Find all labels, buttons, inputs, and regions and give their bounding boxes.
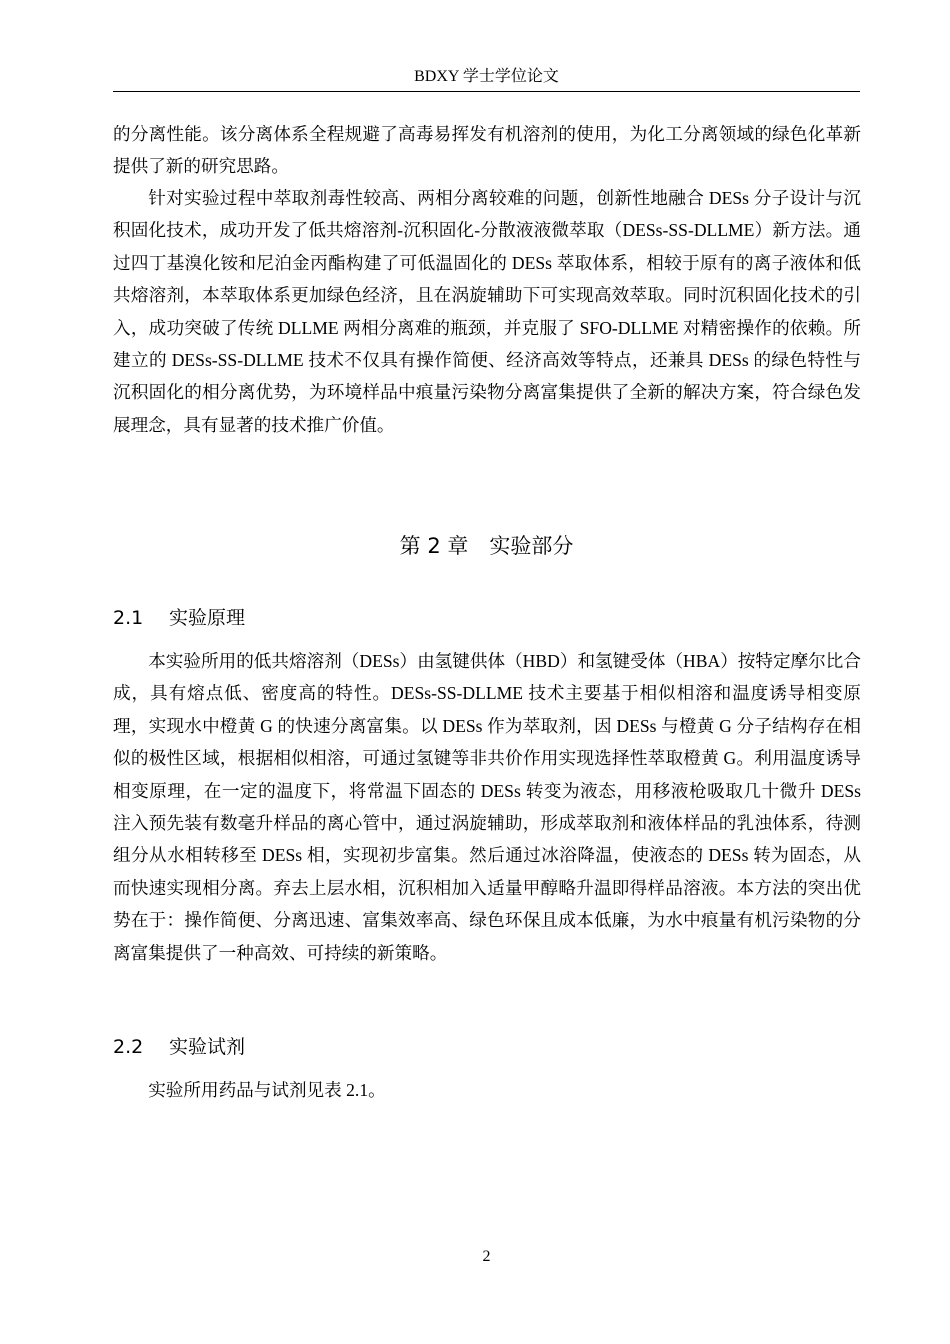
section-heading-2-1 bbox=[113, 604, 860, 632]
paragraph-continued: 的分离性能。该分离体系全程规避了高毒易挥发有机溶剂的使用，为化工分离领域的绿色化革新提供了新的研究思路。 bbox=[113, 124, 861, 177]
page-number: 2 bbox=[482, 1248, 491, 1265]
section-number: 2.2 bbox=[113, 1036, 144, 1058]
section-title-text: 实验试剂 bbox=[169, 1036, 246, 1058]
paragraph-summary: 针对实验过程中萃取剂毒性较高、两相分离较难的问题，创新性地融合 DESs 分子设计与沉积固化技术，成功开发了低共熔溶剂-沉积固化-分散液液微萃取（DESs-SS-DLLME）新方法。通过四丁基溴化铵和尼泊金丙酯构建了可低温固化的 DESs 萃取体系，相较于原有的离子液体和低共熔溶剂，本萃取体系更加绿色经济，且在涡旋辅助下可实现高效萃取。同时沉积固化技术的引入，成功突破了传统 DLLME 两相分离难的瓶颈，并克服了 SFO-DLLME 对精密操作的依赖。所建立的 DESs-SS-DLLME 技术不仅具有操作简便、经济高效等特点，还兼具 DESs 的绿色特性与沉积固化的相分离优势，为环境样品中痕量污染物分离富集提供了全新的解决方案，符合绿色发展理念，具有显著的技术推广价值。 bbox=[113, 188, 861, 435]
section-2-1-body: 本实验所用的低共熔溶剂（DESs）由氢键供体（HBD）和氢键受体（HBA）按特定摩尔比合成，具有熔点低、密度高的特性。DESs-SS-DLLME 技术主要基于相似相溶和温度诱导相变原理，实现水中橙黄 G 的快速分离富集。以 DESs 作为萃取剂，因 DESs 与橙黄 G 分子结构存在相似的极性区域，根据相似相溶，可通过氢键等非共价作用实现选择性萃取橙黄 G。利用温度诱导相变原理，在一定的温度下，将常温下固态的 DESs 转变为液态，用移液枪吸取几十微升 DESs 注入预先装有数毫升样品的离心管中，通过涡旋辅助，形成萃取剂和液体样品的乳浊体系，待测组分从水相转移至 DESs 相，实现初步富集。然后通过冰浴降温，使液态的 DESs 转为固态，从而快速实现相分离。弃去上层水相，沉积相加入适量甲醇略升温即得样品溶液。本方法的突出优势在于：操作简便、分离迅速、富集效率高、绿色环保且成本低廉，为水中痕量有机污染物的分离富集提供了一种高效、可持续的新策略。 bbox=[113, 651, 861, 963]
section-heading-2-2 bbox=[113, 1033, 860, 1061]
header-rule bbox=[113, 91, 860, 92]
section-2-2-body: 实验所用药品与试剂见表 2.1。 bbox=[148, 1080, 386, 1100]
section-number: 2.1 bbox=[113, 607, 144, 629]
section-title-text: 实验原理 bbox=[169, 607, 246, 629]
running-header: BDXY 学士学位论文 bbox=[414, 68, 559, 85]
chapter-title: 第 2 章 实验部分 bbox=[399, 534, 574, 558]
